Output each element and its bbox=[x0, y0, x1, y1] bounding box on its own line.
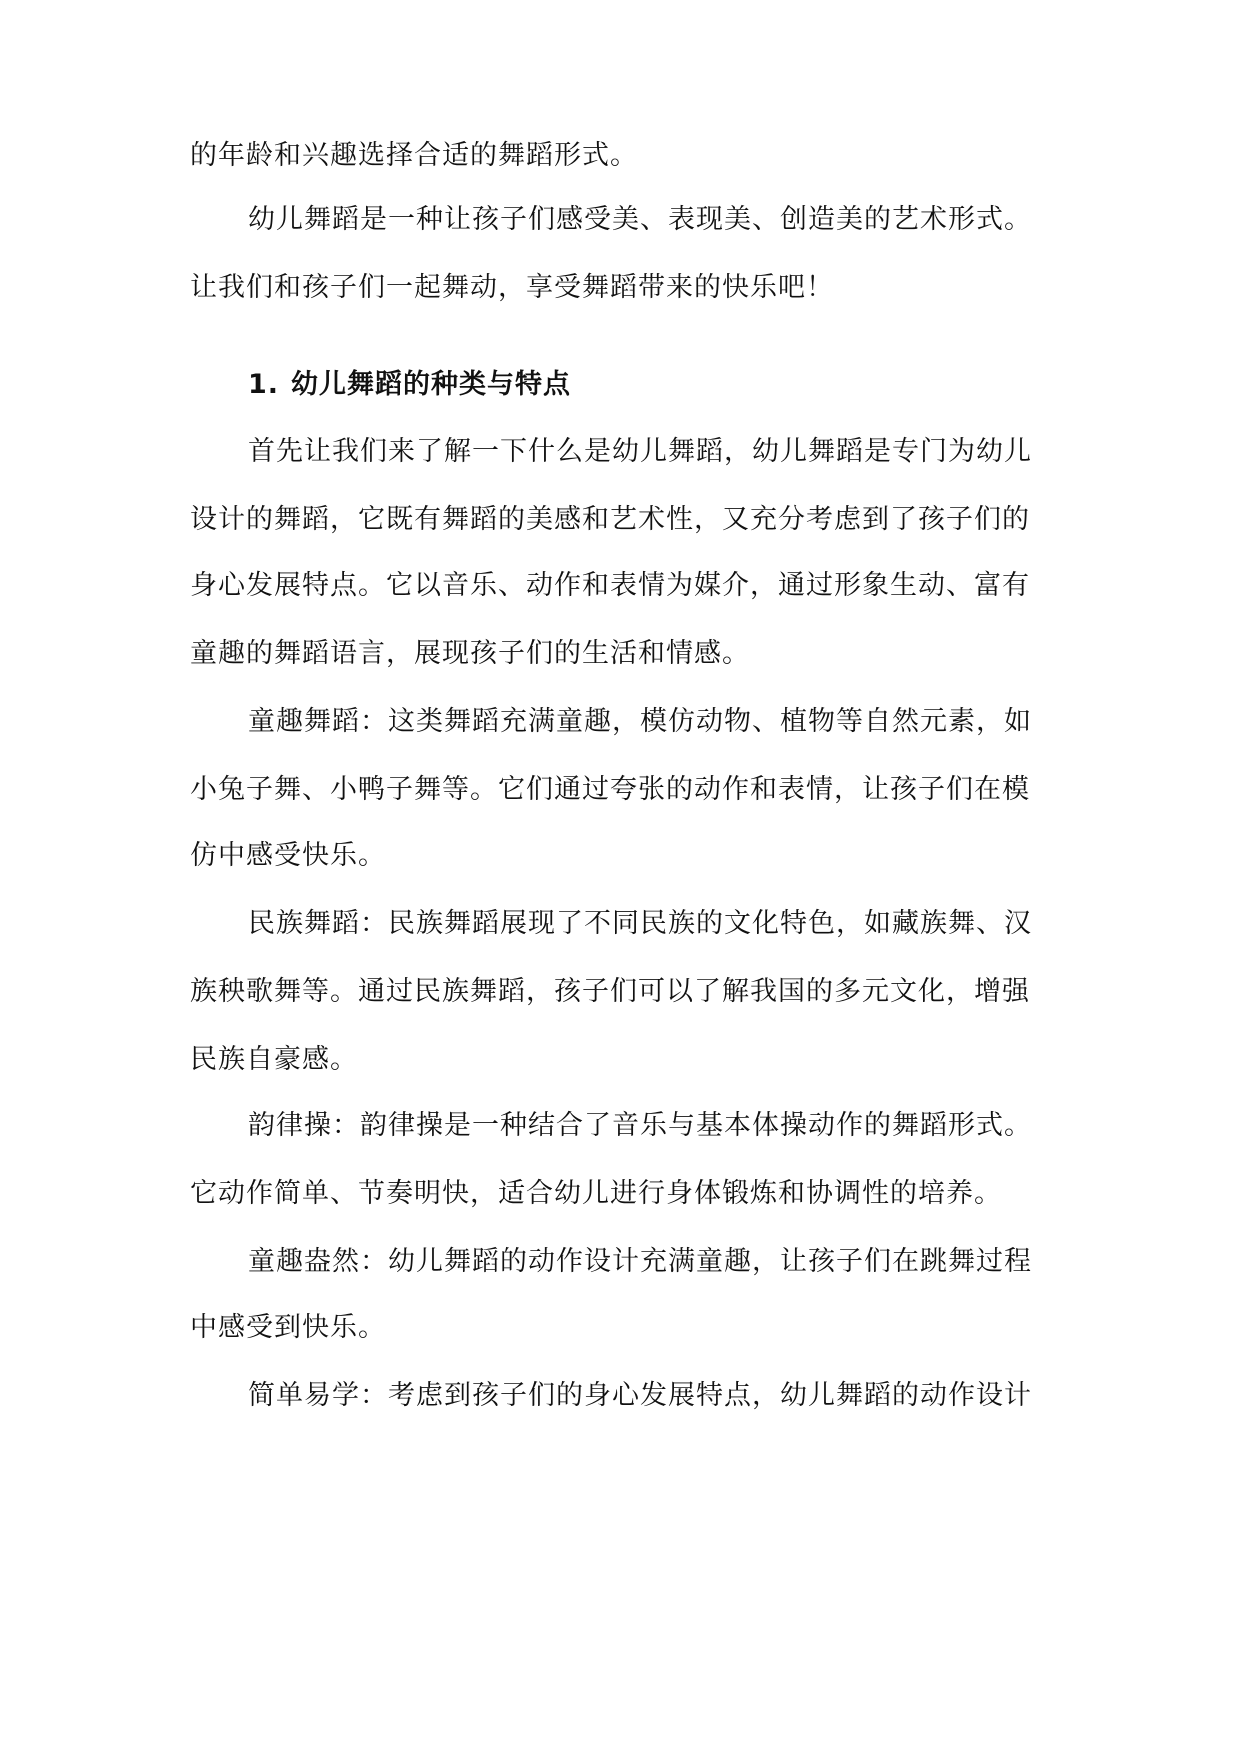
paragraph-line: 族秧歌舞等。通过民族舞蹈，孩子们可以了解我国的多元文化，增强 bbox=[190, 976, 1030, 1007]
paragraph-line: 简单易学：考虑到孩子们的身心发展特点，幼儿舞蹈的动作设计 bbox=[248, 1380, 1032, 1411]
paragraph-line: 幼儿舞蹈是一种让孩子们感受美、表现美、创造美的艺术形式。 bbox=[248, 204, 1032, 235]
paragraph-line: 仿中感受快乐。 bbox=[190, 840, 386, 871]
paragraph-line: 韵律操：韵律操是一种结合了音乐与基本体操动作的舞蹈形式。 bbox=[248, 1110, 1032, 1141]
section-number: 1. bbox=[248, 369, 280, 400]
paragraph-line: 童趣盎然：幼儿舞蹈的动作设计充满童趣，让孩子们在跳舞过程 bbox=[248, 1246, 1032, 1277]
paragraph-line: 民族自豪感。 bbox=[190, 1044, 358, 1075]
paragraph-line: 的年龄和兴趣选择合适的舞蹈形式。 bbox=[190, 140, 638, 171]
paragraph-line: 童趣的舞蹈语言，展现孩子们的生活和情感。 bbox=[190, 638, 750, 669]
paragraph-line: 童趣舞蹈：这类舞蹈充满童趣，模仿动物、植物等自然元素，如 bbox=[248, 706, 1032, 737]
section-title: 幼儿舞蹈的种类与特点 bbox=[291, 369, 572, 400]
paragraph-line: 中感受到快乐。 bbox=[190, 1312, 386, 1343]
paragraph-line: 让我们和孩子们一起舞动，享受舞蹈带来的快乐吧！ bbox=[190, 272, 834, 303]
paragraph-line: 首先让我们来了解一下什么是幼儿舞蹈，幼儿舞蹈是专门为幼儿 bbox=[248, 436, 1032, 467]
paragraph-line: 身心发展特点。它以音乐、动作和表情为媒介，通过形象生动、富有 bbox=[190, 570, 1030, 601]
section-heading bbox=[248, 365, 1070, 405]
paragraph-line: 民族舞蹈：民族舞蹈展现了不同民族的文化特色，如藏族舞、汉 bbox=[248, 908, 1032, 939]
paragraph-line: 它动作简单、节奏明快，适合幼儿进行身体锻炼和协调性的培养。 bbox=[190, 1178, 1002, 1209]
paragraph-line: 设计的舞蹈，它既有舞蹈的美感和艺术性，又充分考虑到了孩子们的 bbox=[190, 504, 1030, 535]
paragraph-line: 小兔子舞、小鸭子舞等。它们通过夸张的动作和表情，让孩子们在模 bbox=[190, 774, 1030, 805]
